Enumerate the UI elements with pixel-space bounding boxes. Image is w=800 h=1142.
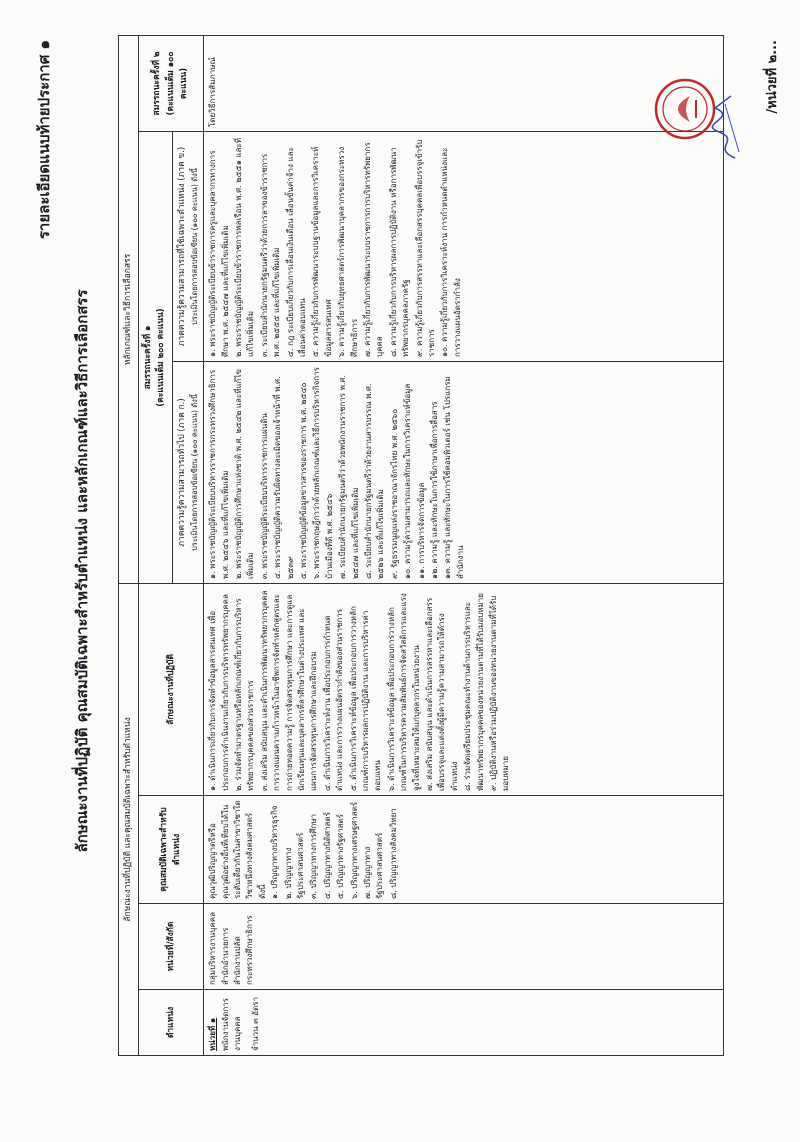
duty-item: ๗. ส่งเสริม สนับสนุน และดำเนินการสรรหาและเลือกสรร เพื่อบรรจุและแต่งตั้งผู้มีความรู้ความสามารถให้ดำรงตำแหน่ง bbox=[424, 597, 459, 791]
exam-a-item: ๓. พระราชบัญญัติระเบียบบริหารราชการแผ่นดิน bbox=[259, 413, 269, 579]
round1-header bbox=[139, 132, 172, 584]
exam-a-item: ๕. พระราชบัญญัติข้อมูลข่าวสารของราชการ พ.ศ. ๒๕๔๐ bbox=[299, 382, 309, 579]
exam-b-item: ๘. ความรู้เกี่ยวกับการบริหารผลการปฏิบัติงาน หรือการพัฒนาทรัพยากรบุคคลภาครัฐ bbox=[388, 147, 411, 357]
exam-b-item: ๗. ความรู้เกี่ยวกับการพัฒนาระบบราชการการบริหารทรัพยากรบุคคล bbox=[363, 142, 385, 357]
exam-a-header bbox=[172, 362, 204, 584]
round2-score: (คะแนนเต็ม ๑๐๐ คะแนน) bbox=[165, 51, 189, 116]
position-count: จำนวน ๓ อัตรา bbox=[251, 997, 261, 1051]
duty-item: ๖. ดำเนินการวิเคราะห์ข้อมูล เพื่อประกอบการวางหลักเกณฑ์ในการบริหารความสัมพันธ์การจัดสวัสดิการและแรงจูงใจที่เหมาะสมให้แก่บุคลากรในหน่วยงาน bbox=[386, 593, 421, 791]
exam-b-item: ๙. ความรู้เกี่ยวกับการสรรหาและเลือกสรรบุคคลเพื่อบรรจุเข้ารับราชการ bbox=[414, 139, 436, 357]
round1-score: (คะแนนเต็ม ๒๐๐ คะแนน) bbox=[156, 308, 167, 407]
round2-title: สมรรถนะครั้งที่ ๒ bbox=[152, 51, 163, 116]
position-name: พนักงานจัดการงานบุคคล bbox=[220, 998, 243, 1051]
exam-a-item: ๑๓. ความรู้ และทักษะในการใช้คอมพิวเตอร์ เช่น โปรแกรมสำนักงาน bbox=[443, 376, 465, 579]
exam-b-header bbox=[172, 132, 204, 362]
position-cell bbox=[204, 990, 724, 1056]
duty-item: ๘. ร่วมจัดเตรียมประชุมคณะทำงานด้านการบริหารและพัฒนาทรัพยากรบุคคลของหน่วยงานตามที่ได้รับมอบหมาย bbox=[463, 593, 485, 791]
qualification-item: ๖. ปริญญาทางเศรษฐศาสตร์ bbox=[349, 801, 359, 899]
qualification-item: ๓. ปริญญาทางการศึกษา bbox=[309, 813, 319, 899]
interview-cell bbox=[204, 35, 724, 131]
exam-a-list bbox=[207, 366, 467, 579]
duty-item: ๑. ดำเนินการเกี่ยวกับการจัดทำข้อมูลสารสนเทศ เพื่อประกอบการดำเนินงานเกี่ยวกับการบริหารทรัพยากรบุคคล bbox=[208, 594, 230, 791]
duty-item: ๙. ปฏิบัติงานหรือร่วมปฏิบัติงานของหน่วยงานตามที่ได้รับมอบหมาย bbox=[488, 595, 511, 791]
exam-a-item: ๖. พระราชกฤษฎีกาว่าด้วยหลักเกณฑ์และวิธีการบริหารกิจการบ้านเมืองที่ดี พ.ศ. ๒๕๔๖ bbox=[312, 367, 334, 579]
exam-a-title: ภาคความรู้ความสามารถทั่วไป (ภาค ก.) bbox=[176, 398, 187, 547]
qualification-item: ๗. ปริญญาทางรัฐประศาสนศาสตร์ bbox=[363, 832, 385, 899]
exam-a-item: ๗. ระเบียบสำนักนายกรัฐมนตรีว่าด้วยพนักงานราชการ พ.ศ. ๒๕๔๗ และที่แก้ไขเพิ่มเติม bbox=[338, 374, 360, 579]
attachment-label: รายละเอียดแนบท้ายประกาศ ๑ bbox=[35, 40, 53, 240]
signature-icon bbox=[705, 92, 745, 162]
unit-org: กลุ่มบริหารงานบุคคล สำนักอำนวยการ สำนักงานปลัดกระทรวงศึกษาธิการ bbox=[208, 911, 255, 985]
round1-title: สมรรถนะครั้งที่ ๑ bbox=[143, 325, 154, 390]
exam-a-item: ๘. ระเบียบสำนักนายกรัฐมนตรีว่าด้วยงานสารบรรณ พ.ศ. ๒๕๒๖ และที่แก้ไขเพิ่มเติม bbox=[364, 383, 386, 579]
col-qualification: คุณสมบัติเฉพาะสำหรับตำแหน่ง bbox=[139, 796, 204, 904]
exam-b-item: ๔. กฎ ระเบียบเกี่ยวกับการเลื่อนเงินเดือน เลื่อนขั้นค่าจ้าง และเลื่อนค่าตอบแทน bbox=[285, 147, 308, 357]
exam-a-item: ๔. พระราชบัญญัติความรับผิดทางละเมิดของเจ้าหน้าที่ พ.ศ. ๒๕๓๙ bbox=[273, 376, 295, 579]
col-unit: หน่วยที่/สังกัด bbox=[139, 904, 204, 990]
exam-a-cell bbox=[204, 362, 724, 584]
qualification-item: ๔. ปริญญาทางนิติศาสตร์ bbox=[322, 812, 332, 899]
qualification-list bbox=[269, 800, 400, 899]
duty-item: ๔. ดำเนินการวิเคราะห์งาน เพื่อประกอบการกำหนดตำแหน่ง และการวางแผนอัตรากำลังของส่วนราชการ bbox=[322, 608, 345, 791]
group-header: ลักษณะงานที่ปฏิบัติ และคุณสมบัติเฉพาะสำหรับตำแหน่ง bbox=[119, 584, 139, 1056]
exam-a-item: ๑๐. ความรู้ความสามารถและทักษะในการวิเคราะห์ข้อมูล bbox=[403, 383, 413, 579]
duty-item: ๓. ส่งเสริม สนับสนุน และดำเนินการพัฒนาทรัพยากรบุคคล การวางแผนความก้าวหน้าในอาชีพการจัดทำหลักสูตรและการถ่ายทอดความรู้ การจัดสรรทุนการศึกษา และการดูแลนักเรียนทุนและบุคลากรที่ลาศึกษาในต่างประเทศ และแผนการจัดสรรทุนการศึกษาและฝึกอบรม bbox=[259, 590, 319, 791]
exam-b-item: ๓. ระเบียบสำนักนายกรัฐมนตรีว่าด้วยการลาของข้าราชการ พ.ศ. ๒๕๕๕ และที่แก้ไขเพิ่มเติม bbox=[259, 153, 282, 357]
qualification-item: ๒. ปริญญาทางรัฐประศาสนศาสตร์ bbox=[283, 832, 306, 899]
qualification-item: ๘. ปริญญาทางสังคมวิทยา bbox=[388, 808, 398, 899]
exam-b-title: ภาคความรู้ความสามารถที่ใช้เฉพาะตำแหน่ง (ภาค ข.) bbox=[176, 146, 187, 347]
duty-item: ๕. ดำเนินการวิเคราะห์ข้อมูล เพื่อประกอบการวางหลักเกณฑ์การบริหารผลการปฏิบัติงาน และการบริหารค่าตอบแทน bbox=[348, 606, 383, 791]
next-page-marker: /หน่วยที่ ๒... bbox=[765, 40, 780, 114]
duties-cell bbox=[204, 584, 724, 796]
unit-cell bbox=[204, 904, 724, 990]
exam-a-item: ๑๑. การบริหารจัดการข้อมูล bbox=[416, 482, 426, 579]
exam-b-item: ๑๐. ความรู้เกี่ยวกับการวิเคราะห์งาน การกำหนดตำแหน่งและการวางแผนอัตรากำลัง bbox=[440, 147, 462, 357]
selection-table bbox=[118, 35, 724, 1056]
exam-a-item: ๑๒. ความรู้ และทักษะในการใช้ภาษาเพื่อการสื่อสาร bbox=[429, 401, 439, 579]
exam-a-item: ๙. รัฐธรรมนูญแห่งราชอาณาจักรไทย พ.ศ. ๒๕๖๐ bbox=[389, 408, 399, 579]
col-position: ตำแหน่ง bbox=[139, 990, 204, 1056]
qualification-item: ๑. ปริญญาทางบริหารธุรกิจ bbox=[270, 805, 280, 899]
exam-b-item: ๑. พระราชบัญญัติระเบียบข้าราชการครูและบุคลากรทางการศึกษา พ.ศ. ๒๕๔๗ และที่แก้ไขเพิ่มเติม bbox=[208, 150, 230, 357]
qualification-item: ๕. ปริญญาทางรัฐศาสตร์ bbox=[336, 814, 346, 899]
duty-item: ๒. ร่วมจัดทำมาตรฐานหรือหลักเกณฑ์เกี่ยวกับการบริหารทรัพยากรบุคคลของส่วนราชการ bbox=[234, 598, 256, 791]
criteria-header: หลักเกณฑ์และวิธีการเลือกสรร bbox=[119, 35, 139, 583]
duties-list bbox=[207, 588, 512, 791]
exam-b-list bbox=[207, 136, 464, 357]
unit-number: หน่วยที่ ๑ bbox=[208, 1017, 218, 1051]
interview-method: โดยวิธีการสัมภาษณ์ bbox=[208, 57, 218, 127]
exam-b-item: ๖. ความรู้เกี่ยวกับยุทธศาสตร์การพัฒนาบุคลากรของกระทรวงศึกษาธิการ bbox=[337, 146, 359, 357]
exam-a-method: ประเมินโดยการสอบข้อเขียน (๑๐๐ คะแนน) ดังนี้ bbox=[189, 394, 199, 551]
exam-b-cell bbox=[204, 132, 724, 362]
exam-a-item: ๒. พระราชบัญญัติการศึกษาแห่งชาติ พ.ศ. ๒๕๔๒ และที่แก้ไขเพิ่มเติม bbox=[234, 369, 256, 579]
qualification-intro: คุณวุฒิปริญญาตรีหรือคุณวุฒิอย่างอื่นที่เทียบได้ในระดับเดียวกันในสาขาวิชาใดวิชาหนึ่งทางสังคมศาสตร์ ดังนี้ bbox=[208, 800, 267, 899]
round2-header bbox=[139, 35, 204, 131]
exam-b-item: ๒. พระราชบัญญัติระเบียบข้าราชการพลเรือน พ.ศ. ๒๕๕๑ และที่แก้ไขเพิ่มเติม bbox=[234, 138, 256, 357]
qualification-cell bbox=[204, 796, 724, 904]
document-title: ลักษณะงานที่ปฏิบัติ คุณสมบัติเฉพาะสำหรับตำแหน่ง และหลักเกณฑ์และวิธีการเลือกสรร bbox=[73, 289, 91, 853]
exam-b-method: ประเมินโดยการสอบข้อเขียน (๑๐๐ คะแนน) ดังนี้ bbox=[189, 168, 199, 325]
col-duties: ลักษณะงานที่ปฏิบัติ bbox=[139, 584, 204, 796]
exam-b-item: ๕. ความรู้เกี่ยวกับการพัฒนาระบบฐานข้อมูลและการวิเคราะห์ข้อมูลสารสนเทศ bbox=[311, 146, 333, 357]
exam-a-item: ๑. พระราชบัญญัติระเบียบบริหารราชการกระทรวงศึกษาธิการ พ.ศ. ๒๕๔๖ และที่แก้ไขเพิ่มเติม bbox=[208, 369, 230, 579]
